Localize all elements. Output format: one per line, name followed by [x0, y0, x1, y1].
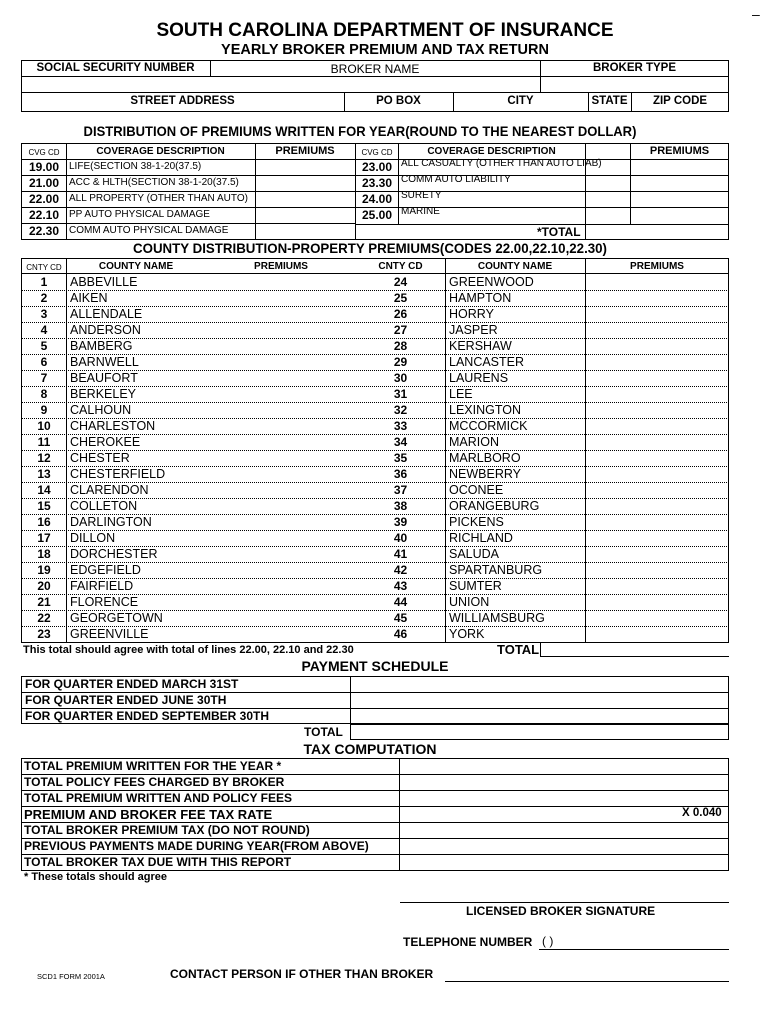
- county-name: KERSHAW: [449, 339, 512, 353]
- county-premium-field[interactable]: [206, 275, 354, 289]
- county-total-field[interactable]: [540, 642, 729, 657]
- coverage-description-header-left: COVERAGE DESCRIPTION: [96, 146, 225, 157]
- state-label: STATE: [591, 95, 628, 107]
- county-premium-field[interactable]: [206, 419, 354, 433]
- county-code: 14: [37, 483, 51, 497]
- county-premium-field[interactable]: [586, 627, 728, 641]
- tax-row-label: TOTAL BROKER PREMIUM TAX (DO NOT ROUND): [24, 823, 310, 837]
- county-name: BERKELEY: [70, 387, 137, 401]
- county-code: 1: [40, 275, 48, 289]
- county-name-header-right: COUNTY NAME: [477, 261, 553, 272]
- tax-rate-value: X 0.040: [682, 807, 722, 819]
- tax-row-label: TOTAL POLICY FEES CHARGED BY BROKER: [24, 775, 285, 789]
- county-name: GREENVILLE: [70, 627, 149, 641]
- county-code: 28: [393, 339, 408, 353]
- payment-amount-field[interactable]: [351, 677, 728, 691]
- county-name: CALHOUN: [70, 403, 132, 417]
- county-code: 6: [40, 355, 48, 369]
- payment-amount-field[interactable]: [351, 709, 728, 723]
- county-premium-field[interactable]: [206, 499, 354, 513]
- cvg-cd-header-right: CVG CD: [361, 148, 393, 157]
- tax-amount-field[interactable]: [400, 839, 728, 853]
- coverage-description: MARINE: [401, 206, 440, 217]
- county-premium-field[interactable]: [206, 323, 354, 337]
- county-name: SPARTANBURG: [449, 563, 543, 577]
- distribution-total-field[interactable]: [586, 225, 729, 240]
- county-code: 8: [40, 387, 48, 401]
- premium-field[interactable]: [631, 192, 728, 206]
- county-premium-field[interactable]: [206, 291, 354, 305]
- county-name: MARION: [449, 435, 499, 449]
- premium-field[interactable]: [256, 224, 354, 238]
- county-name: BEAUFORT: [70, 371, 138, 385]
- county-premium-field[interactable]: [206, 547, 354, 561]
- county-name: UNION: [449, 595, 490, 609]
- broker-type-label: BROKER TYPE: [592, 62, 677, 74]
- county-name: GREENWOOD: [449, 275, 534, 289]
- county-code: 22: [37, 611, 51, 625]
- county-premium-field[interactable]: [206, 467, 354, 481]
- county-code: 9: [40, 403, 48, 417]
- payment-quarter-label: FOR QUARTER ENDED SEPTEMBER 30TH: [25, 709, 270, 723]
- county-name: LEXINGTON: [449, 403, 522, 417]
- payment-schedule-title: PAYMENT SCHEDULE: [301, 658, 449, 674]
- county-name: FLORENCE: [70, 595, 139, 609]
- county-code: 3: [40, 307, 48, 321]
- coverage-code: 22.00: [28, 192, 60, 206]
- broker-type-field[interactable]: [541, 77, 728, 91]
- zip-code-label: ZIP CODE: [652, 95, 708, 107]
- page-title: SOUTH CAROLINA DEPARTMENT OF INSURANCE: [156, 20, 614, 41]
- county-code: 21: [37, 595, 51, 609]
- county-name: AIKEN: [70, 291, 108, 305]
- form-code: SCD1 FORM 2001A: [37, 972, 105, 981]
- county-code: 12: [37, 451, 51, 465]
- tax-row-label: TOTAL BROKER TAX DUE WITH THIS REPORT: [24, 855, 292, 869]
- county-premium-field[interactable]: [206, 595, 354, 609]
- coverage-description: SURETY: [401, 190, 442, 201]
- county-name: ALLENDALE: [70, 307, 143, 321]
- county-name: YORK: [449, 627, 485, 641]
- tax-amount-field[interactable]: [400, 775, 728, 789]
- cvg-cd-header-left: CVG CD: [28, 148, 60, 157]
- county-premium-field[interactable]: [206, 611, 354, 625]
- tax-amount-field[interactable]: [400, 759, 728, 773]
- county-premium-field[interactable]: [206, 403, 354, 417]
- premium-field[interactable]: [256, 176, 354, 190]
- county-premium-field[interactable]: [586, 531, 728, 545]
- county-code: 4: [40, 323, 48, 337]
- county-code: 27: [393, 323, 408, 337]
- county-code: 46: [393, 627, 408, 641]
- coverage-description-header-right: COVERAGE DESCRIPTION: [427, 146, 556, 157]
- county-name: DARLINGTON: [70, 515, 152, 529]
- county-total-label: TOTAL: [497, 642, 540, 657]
- county-code: 29: [393, 355, 408, 369]
- payment-total-label: TOTAL: [304, 725, 343, 739]
- coverage-code: 25.00: [361, 208, 393, 222]
- county-name: WILLIAMSBURG: [449, 611, 545, 625]
- county-premium-field[interactable]: [586, 339, 728, 353]
- county-code: 7: [40, 371, 48, 385]
- coverage-description: PP AUTO PHYSICAL DAMAGE: [69, 209, 210, 220]
- county-name: COLLETON: [70, 499, 138, 513]
- payment-quarter-label: FOR QUARTER ENDED MARCH 31ST: [25, 677, 239, 691]
- county-premium-field[interactable]: [206, 531, 354, 545]
- county-code: 10: [37, 419, 51, 433]
- coverage-description: LIFE(SECTION 38-1-20(37.5): [69, 161, 202, 172]
- county-code: 42: [393, 563, 408, 577]
- page-subtitle: YEARLY BROKER PREMIUM AND TAX RETURN: [221, 42, 549, 58]
- county-name: SUMTER: [449, 579, 502, 593]
- county-premium-field[interactable]: [586, 515, 728, 529]
- distribution-title: DISTRIBUTION OF PREMIUMS WRITTEN FOR YEAR(ROUND TO THE NEAREST DOLLAR): [83, 123, 637, 139]
- county-premium-field[interactable]: [586, 595, 728, 609]
- tax-row-label: PREMIUM AND BROKER FEE TAX RATE: [24, 807, 273, 822]
- county-premium-field[interactable]: [586, 499, 728, 513]
- county-code: 24: [393, 275, 408, 289]
- county-premium-field[interactable]: [206, 579, 354, 593]
- county-code: 44: [393, 595, 408, 609]
- premium-field[interactable]: [631, 176, 728, 190]
- tax-amount-field[interactable]: [400, 791, 728, 805]
- county-code: 16: [37, 515, 51, 529]
- county-premium-field[interactable]: [586, 467, 728, 481]
- county-name: CHESTER: [70, 451, 130, 465]
- county-code: 36: [393, 467, 408, 481]
- county-premium-field[interactable]: [586, 611, 728, 625]
- county-premium-field[interactable]: [586, 563, 728, 577]
- county-code: 5: [40, 339, 48, 353]
- contact-person-line[interactable]: [445, 981, 729, 982]
- county-name: OCONEE: [449, 483, 504, 497]
- premium-field[interactable]: [631, 160, 728, 174]
- telephone-number-line[interactable]: [539, 949, 729, 950]
- county-name: LAURENS: [449, 371, 509, 385]
- coverage-description: COMM AUTO LIABILITY: [401, 174, 511, 185]
- coverage-code: 19.00: [28, 160, 60, 174]
- county-name: JASPER: [449, 323, 498, 337]
- county-name: DORCHESTER: [70, 547, 158, 561]
- premium-field[interactable]: [256, 208, 354, 222]
- county-total-note: This total should agree with total of lines 22.00, 22.10 and 22.30: [23, 644, 354, 656]
- county-premium-field[interactable]: [206, 627, 354, 641]
- county-code: 39: [393, 515, 408, 529]
- distribution-total-label: *TOTAL: [537, 225, 581, 239]
- county-name: BAMBERG: [70, 339, 133, 353]
- county-premium-field[interactable]: [206, 451, 354, 465]
- coverage-description: ALL PROPERTY (OTHER THAN AUTO): [69, 193, 248, 204]
- county-code: 23: [37, 627, 51, 641]
- payment-quarter-label: FOR QUARTER ENDED JUNE 30TH: [25, 693, 227, 707]
- premiums-header-right: PREMIUMS: [649, 145, 710, 157]
- tax-amount-field[interactable]: [400, 855, 728, 869]
- county-name: RICHLAND: [449, 531, 513, 545]
- county-premium-field[interactable]: [206, 339, 354, 353]
- county-code: 38: [393, 499, 408, 513]
- county-premium-field[interactable]: [586, 403, 728, 417]
- coverage-code: 22.10: [28, 208, 60, 222]
- coverage-code: 23.00: [361, 160, 393, 174]
- county-code: 2: [40, 291, 48, 305]
- county-name: CLARENDON: [70, 483, 149, 497]
- po-box-label: PO BOX: [376, 95, 421, 107]
- totals-footnote: * These totals should agree: [24, 871, 168, 883]
- payment-total-field[interactable]: [351, 725, 728, 739]
- county-premium-field[interactable]: [586, 579, 728, 593]
- county-name: EDGEFIELD: [70, 563, 141, 577]
- county-premium-field[interactable]: [586, 291, 728, 305]
- tax-row-label: TOTAL PREMIUM WRITTEN AND POLICY FEES: [24, 791, 293, 805]
- county-name: MCCORMICK: [449, 419, 528, 433]
- contact-person-label: CONTACT PERSON IF OTHER THAN BROKER: [170, 967, 434, 981]
- county-distribution-title: COUNTY DISTRIBUTION-PROPERTY PREMIUMS(CODES 22.00,22.10,22.30): [132, 240, 607, 256]
- county-name: CHESTERFIELD: [70, 467, 166, 481]
- county-code: 19: [37, 563, 51, 577]
- premiums-header-county-left: PREMIUMS: [254, 261, 308, 272]
- county-name: HORRY: [449, 307, 494, 321]
- licensed-broker-signature-label: LICENSED BROKER SIGNATURE: [466, 904, 656, 918]
- county-name: HAMPTON: [449, 291, 512, 305]
- county-code: 26: [393, 307, 408, 321]
- county-code: 17: [37, 531, 51, 545]
- county-code: 25: [393, 291, 408, 305]
- county-name: DILLON: [70, 531, 116, 545]
- county-premium-field[interactable]: [586, 323, 728, 337]
- county-code: 41: [393, 547, 408, 561]
- tax-row-label: TOTAL PREMIUM WRITTEN FOR THE YEAR *: [24, 759, 282, 773]
- county-premium-field[interactable]: [586, 451, 728, 465]
- county-premium-field[interactable]: [206, 515, 354, 529]
- county-premium-field[interactable]: [586, 355, 728, 369]
- premiums-header-county-right: PREMIUMS: [630, 261, 684, 272]
- county-name: PICKENS: [449, 515, 504, 529]
- county-premium-field[interactable]: [586, 483, 728, 497]
- county-code: 35: [393, 451, 408, 465]
- county-premium-field[interactable]: [206, 483, 354, 497]
- county-name: ABBEVILLE: [70, 275, 138, 289]
- county-premium-field[interactable]: [586, 435, 728, 449]
- coverage-description: ALL CASUALTY (OTHER THAN AUTO LIAB): [401, 158, 602, 169]
- county-code: 37: [393, 483, 408, 497]
- county-code: 40: [393, 531, 408, 545]
- county-premium-field[interactable]: [586, 419, 728, 433]
- county-name: NEWBERRY: [449, 467, 522, 481]
- county-name: GEORGETOWN: [70, 611, 163, 625]
- coverage-code: 21.00: [28, 176, 60, 190]
- county-premium-field[interactable]: [206, 371, 354, 385]
- broker-name-field[interactable]: [211, 77, 539, 91]
- coverage-description: COMM AUTO PHYSICAL DAMAGE: [69, 225, 229, 236]
- street-address-label: STREET ADDRESS: [130, 95, 235, 107]
- county-premium-field[interactable]: [586, 387, 728, 401]
- county-name: FAIRFIELD: [70, 579, 134, 593]
- broker-name-label: BROKER NAME: [330, 62, 420, 76]
- county-name: ANDERSON: [70, 323, 141, 337]
- county-name: LEE: [449, 387, 473, 401]
- coverage-description: ACC & HLTH(SECTION 38-1-20(37.5): [69, 177, 239, 188]
- county-code: 15: [37, 499, 51, 513]
- county-code-header-left: CNTY CD: [26, 263, 62, 272]
- premium-field[interactable]: [631, 208, 728, 222]
- county-code: 45: [393, 611, 408, 625]
- county-code: 30: [393, 371, 408, 385]
- county-name: LANCASTER: [449, 355, 525, 369]
- city-label: CITY: [507, 95, 534, 107]
- tax-row-label: PREVIOUS PAYMENTS MADE DURING YEAR(FROM ABOVE): [24, 839, 369, 853]
- county-premium-field[interactable]: [206, 355, 354, 369]
- county-code: 11: [37, 435, 51, 449]
- county-code: 34: [393, 435, 408, 449]
- county-code-header-right: CNTY CD: [378, 261, 423, 272]
- county-premium-field[interactable]: [206, 387, 354, 401]
- county-code: 18: [37, 547, 51, 561]
- ssn-field[interactable]: [22, 77, 209, 91]
- county-code: 43: [393, 579, 408, 593]
- county-code: 32: [393, 403, 408, 417]
- payment-amount-field[interactable]: [351, 693, 728, 707]
- coverage-code: 22.30: [28, 224, 60, 238]
- corner-mark: –: [752, 6, 760, 22]
- county-name: CHEROKEE: [70, 435, 141, 449]
- county-name-header-left: COUNTY NAME: [98, 261, 174, 272]
- county-name: CHARLESTON: [70, 419, 156, 433]
- county-premium-field[interactable]: [586, 275, 728, 289]
- county-premium-field[interactable]: [586, 307, 728, 321]
- county-code: 20: [37, 579, 51, 593]
- county-premium-field[interactable]: [586, 371, 728, 385]
- county-premium-field[interactable]: [206, 307, 354, 321]
- tax-computation-title: TAX COMPUTATION: [303, 741, 437, 757]
- telephone-area-code: ( ): [542, 934, 554, 948]
- signature-line[interactable]: [400, 902, 729, 903]
- county-code: 31: [393, 387, 408, 401]
- telephone-number-label: TELEPHONE NUMBER: [403, 935, 533, 949]
- county-name: SALUDA: [449, 547, 500, 561]
- county-premium-field[interactable]: [206, 563, 354, 577]
- premiums-header-left: PREMIUMS: [275, 145, 335, 157]
- coverage-code: 24.00: [361, 192, 393, 206]
- county-code: 33: [393, 419, 408, 433]
- county-premium-field[interactable]: [206, 435, 354, 449]
- tax-amount-field[interactable]: [400, 823, 728, 837]
- county-name: MARLBORO: [449, 451, 521, 465]
- county-name: ORANGEBURG: [449, 499, 540, 513]
- county-premium-field[interactable]: [586, 547, 728, 561]
- premium-field[interactable]: [256, 192, 354, 206]
- premium-field[interactable]: [256, 160, 354, 174]
- coverage-code: 23.30: [361, 176, 393, 190]
- ssn-label: SOCIAL SECURITY NUMBER: [36, 62, 195, 74]
- county-name: BARNWELL: [70, 355, 139, 369]
- county-code: 13: [37, 467, 51, 481]
